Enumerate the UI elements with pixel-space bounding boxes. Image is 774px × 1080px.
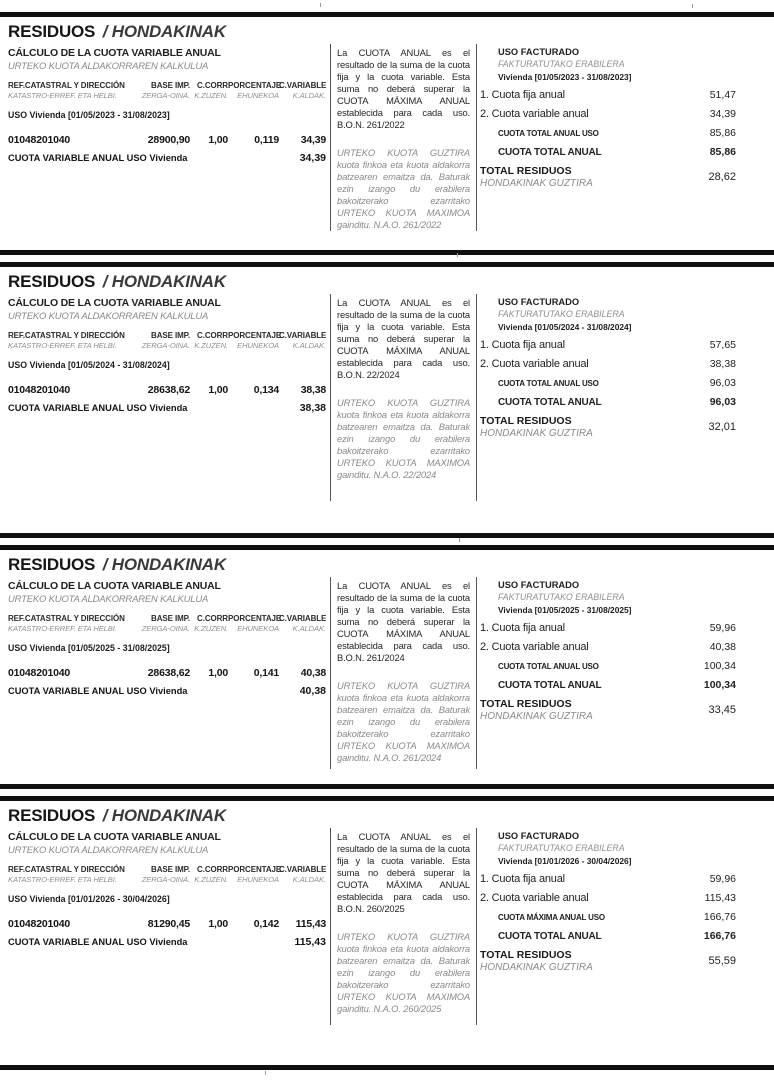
billing-total-residuos <box>480 699 736 722</box>
billing-header-es: USO FACTURADO <box>498 580 580 590</box>
separator-bar <box>0 784 774 789</box>
col-header-cvar: C.VARIABLE K.ALDAK. <box>279 614 327 633</box>
section-title-eu: / HONDAKINAK <box>102 22 226 41</box>
section-title-es: RESIDUOS <box>8 555 96 574</box>
separator-bar <box>0 533 774 538</box>
scan-artifact <box>320 3 321 7</box>
calc-total-label: CUOTA VARIABLE ANUAL USO Vivienda <box>8 403 188 414</box>
notice-es: La CUOTA ANUAL es el resultado de la suma de la cuota fija y la cuota variable. Esta suma no deberá superar la CUOTA MÁXIMA ANUAL establecida para cada uso. B.O.N. 260/2025 <box>337 831 470 915</box>
total-residuos-label-eu: HONDAKINAK GUZTIRA <box>480 710 593 722</box>
billing-line-total-anual: CUOTA TOTAL ANUAL 166,76 <box>498 930 736 942</box>
calc-total-value: 38,38 <box>299 402 326 415</box>
calc-total-label: CUOTA VARIABLE ANUAL USO Vivienda <box>8 686 188 697</box>
notice-eu: URTEKO KUOTA GUZTIRA kuota finkoa eta kuota aldakorra batzearen emaitza da. Baturak ezin izango du erabilera bakoitzerako ezarritako URTEKO KUOTA MAXIMOA gainditu. N.A.O. 260/2025 <box>337 931 470 1015</box>
col-header-ref: REF.CATASTRAL Y DIRECCIÓN KATASTRO-ERREF. ETA HELBI. <box>8 331 125 350</box>
billing-column <box>477 294 774 501</box>
calc-table <box>8 331 326 414</box>
col-header-ccorr: C.CORR K.ZUZEN. <box>194 81 228 100</box>
cell-base: 28900,90 <box>147 134 190 147</box>
section-title <box>8 555 774 575</box>
billing-header-es: USO FACTURADO <box>498 297 580 307</box>
uso-period-line: USO Vivienda [01/01/2026 - 30/04/2026] <box>8 894 170 905</box>
col-header-ref: REF.CATASTRAL Y DIRECCIÓN KATASTRO-ERREF. ETA HELBI. <box>8 614 125 633</box>
col-header-pct: PORCENTAJE EHUNEKOA <box>228 614 282 633</box>
billing-uso-line: Vivienda [01/01/2026 - 30/04/2026] <box>498 856 632 866</box>
calc-heading-eu: URTEKO KUOTA ALDAKORRAREN KALKULUA <box>8 845 209 856</box>
calc-heading-eu: URTEKO KUOTA ALDAKORRAREN KALKULUA <box>8 61 209 72</box>
cell-ccorr: 1,00 <box>208 134 228 147</box>
billing-uso-line: Vivienda [01/05/2024 - 31/08/2024] <box>498 322 632 332</box>
scan-artifact <box>457 253 458 257</box>
calc-total-value: 34,39 <box>299 152 326 165</box>
notice-es: La CUOTA ANUAL es el resultado de la suma de la cuota fija y la cuota variable. Esta suma no deberá superar la CUOTA MÁXIMA ANUAL establecida para cada uso. B.O.N. 22/2024 <box>337 297 470 381</box>
cell-base: 81290,45 <box>147 918 190 931</box>
billing-line-total-anual: CUOTA TOTAL ANUAL 100,34 <box>498 679 736 691</box>
col-header-base: BASE IMP. ZERGA-OINA. <box>141 81 190 100</box>
col-header-cvar: C.VARIABLE K.ALDAK. <box>279 331 327 350</box>
calc-heading-eu: URTEKO KUOTA ALDAKORRAREN KALKULUA <box>8 311 209 322</box>
notice-es: La CUOTA ANUAL es el resultado de la suma de la cuota fija y la cuota variable. Esta suma no deberá superar la CUOTA MÁXIMA ANUAL establecida para cada uso. B.O.N. 261/2024 <box>337 580 470 664</box>
billing-line-fija: 1. Cuota fija anual 59,96 <box>480 622 736 634</box>
cell-ref: 01048201040 <box>8 918 71 931</box>
uso-period-line: USO Vivienda [01/05/2024 - 31/08/2024] <box>8 360 170 371</box>
billing-line-maxima-uso: CUOTA MÁXIMA ANUAL USO 166,76 <box>498 911 736 923</box>
cell-cvar: 40,38 <box>300 667 326 680</box>
cell-ccorr: 1,00 <box>208 667 228 680</box>
total-residuos-label-eu: HONDAKINAK GUZTIRA <box>480 177 593 189</box>
calc-total-value: 115,43 <box>294 936 326 949</box>
separator-bar <box>0 796 774 801</box>
col-header-ref: REF.CATASTRAL Y DIRECCIÓN KATASTRO-ERREF. ETA HELBI. <box>8 865 125 884</box>
uso-period-line: USO Vivienda [01/05/2023 - 31/08/2023] <box>8 110 170 121</box>
billing-total-residuos <box>480 166 736 189</box>
billing-header-eu: FAKTURATUTAKO ERABILERA <box>498 592 625 602</box>
billing-header-eu: FAKTURATUTAKO ERABILERA <box>498 843 625 853</box>
total-residuos-label-eu: HONDAKINAK GUZTIRA <box>480 961 593 973</box>
billing-line-fija: 1. Cuota fija anual 51,47 <box>480 89 736 101</box>
total-residuos-label-es: TOTAL RESIDUOS <box>480 165 572 177</box>
calc-total-value: 40,38 <box>299 685 326 698</box>
section-title-eu: / HONDAKINAK <box>102 272 226 291</box>
calc-total-label: CUOTA VARIABLE ANUAL USO Vivienda <box>8 153 188 164</box>
billing-line-total-uso: CUOTA TOTAL ANUAL USO 96,03 <box>498 377 736 389</box>
cell-pct: 0,142 <box>253 918 279 931</box>
separator-bar <box>0 12 774 17</box>
notice-column <box>330 828 477 1025</box>
residuos-section-2 <box>0 262 774 538</box>
section-title <box>8 806 774 826</box>
billing-uso-line: Vivienda [01/05/2025 - 31/08/2025] <box>498 605 632 615</box>
calc-heading-eu: URTEKO KUOTA ALDAKORRAREN KALKULUA <box>8 594 209 605</box>
notice-column <box>330 294 477 501</box>
billing-header-eu: FAKTURATUTAKO ERABILERA <box>498 309 625 319</box>
total-residuos-value: 55,59 <box>708 955 736 968</box>
col-header-base: BASE IMP. ZERGA-OINA. <box>141 331 190 350</box>
col-header-cvar: C.VARIABLE K.ALDAK. <box>279 865 327 884</box>
billing-line-total-uso: CUOTA TOTAL ANUAL USO 85,86 <box>498 127 736 139</box>
cell-base: 28638,62 <box>147 384 190 397</box>
col-header-cvar: C.VARIABLE K.ALDAK. <box>279 81 327 100</box>
col-header-ccorr: C.CORR K.ZUZEN. <box>194 331 228 350</box>
billing-line-variable: 2. Cuota variable anual 34,39 <box>480 108 736 120</box>
billing-column <box>477 577 774 769</box>
notice-column <box>330 44 477 231</box>
billing-total-residuos <box>480 416 736 439</box>
section-content <box>0 577 774 769</box>
section-title <box>8 22 774 42</box>
section-title-es: RESIDUOS <box>8 806 96 825</box>
cell-cvar: 38,38 <box>300 384 326 397</box>
section-content <box>0 44 774 231</box>
notice-eu: URTEKO KUOTA GUZTIRA kuota finkoa eta kuota aldakorra batzearen emaitza da. Baturak ezin izango du erabilera bakoitzerako ezarritako URTEKO KUOTA MAXIMOA gainditu. N.A.O. 261/2022 <box>337 147 470 231</box>
notice-es: La CUOTA ANUAL es el resultado de la suma de la cuota fija y la cuota variable. Esta suma no deberá superar la CUOTA MÁXIMA ANUAL establecida para cada uso. B.O.N. 261/2022 <box>337 47 470 131</box>
separator-bar <box>0 262 774 267</box>
billing-header-es: USO FACTURADO <box>498 831 580 841</box>
cell-ref: 01048201040 <box>8 667 71 680</box>
calc-column <box>0 44 330 231</box>
cell-ref: 01048201040 <box>8 134 71 147</box>
billing-line-total-anual: CUOTA TOTAL ANUAL 96,03 <box>498 396 736 408</box>
cell-pct: 0,141 <box>253 667 279 680</box>
billing-column <box>477 44 774 231</box>
calc-heading-es: CÁLCULO DE LA CUOTA VARIABLE ANUAL <box>8 47 221 59</box>
calc-column <box>0 577 330 769</box>
scan-artifact <box>692 4 693 8</box>
col-header-base: BASE IMP. ZERGA-OINA. <box>141 614 190 633</box>
section-title-eu: / HONDAKINAK <box>102 555 226 574</box>
separator-bar <box>0 250 774 255</box>
col-header-ccorr: C.CORR K.ZUZEN. <box>194 865 228 884</box>
section-content <box>0 828 774 1025</box>
calc-table <box>8 81 326 164</box>
total-residuos-label-es: TOTAL RESIDUOS <box>480 415 572 427</box>
col-header-pct: PORCENTAJE EHUNEKOA <box>228 81 282 100</box>
billing-column <box>477 828 774 1025</box>
billing-line-variable: 2. Cuota variable anual 115,43 <box>480 892 736 904</box>
notice-eu: URTEKO KUOTA GUZTIRA kuota finkoa eta kuota aldakorra batzearen emaitza da. Baturak ezin izango du erabilera bakoitzerako ezarritako URTEKO KUOTA MAXIMOA gainditu. N.A.O. 22/2024 <box>337 397 470 481</box>
billing-header-es: USO FACTURADO <box>498 47 580 57</box>
section-title-eu: / HONDAKINAK <box>102 806 226 825</box>
col-header-ref: REF.CATASTRAL Y DIRECCIÓN KATASTRO-ERREF. ETA HELBI. <box>8 81 125 100</box>
calc-table <box>8 865 326 948</box>
residuos-section-4 <box>0 796 774 1070</box>
section-title-es: RESIDUOS <box>8 22 96 41</box>
billing-line-variable: 2. Cuota variable anual 38,38 <box>480 358 736 370</box>
cell-pct: 0,134 <box>253 384 279 397</box>
scan-artifact <box>459 538 460 542</box>
total-residuos-value: 32,01 <box>708 421 736 434</box>
section-content <box>0 294 774 501</box>
cell-cvar: 34,39 <box>300 134 326 147</box>
residuos-section-3 <box>0 545 774 789</box>
scan-artifact <box>265 1071 266 1075</box>
notice-eu: URTEKO KUOTA GUZTIRA kuota finkoa eta kuota aldakorra batzearen emaitza da. Baturak ezin izango du erabilera bakoitzerako ezarritako URTEKO KUOTA MAXIMOA gainditu. N.A.O. 261/2024 <box>337 680 470 764</box>
calc-total-label: CUOTA VARIABLE ANUAL USO Vivienda <box>8 937 188 948</box>
col-header-base: BASE IMP. ZERGA-OINA. <box>141 865 190 884</box>
billing-uso-line: Vivienda [01/05/2023 - 31/08/2023] <box>498 72 632 82</box>
notice-column <box>330 577 477 769</box>
col-header-pct: PORCENTAJE EHUNEKOA <box>228 865 282 884</box>
billing-line-total-anual: CUOTA TOTAL ANUAL 85,86 <box>498 146 736 158</box>
billing-header-eu: FAKTURATUTAKO ERABILERA <box>498 59 625 69</box>
total-residuos-label-es: TOTAL RESIDUOS <box>480 698 572 710</box>
uso-period-line: USO Vivienda [01/05/2025 - 31/08/2025] <box>8 643 170 654</box>
billing-total-residuos <box>480 950 736 973</box>
billing-line-fija: 1. Cuota fija anual 59,96 <box>480 873 736 885</box>
section-title-es: RESIDUOS <box>8 272 96 291</box>
total-residuos-label-eu: HONDAKINAK GUZTIRA <box>480 427 593 439</box>
col-header-pct: PORCENTAJE EHUNEKOA <box>228 331 282 350</box>
total-residuos-value: 28,62 <box>708 171 736 184</box>
separator-bar <box>0 1065 774 1070</box>
separator-bar <box>0 545 774 550</box>
calc-heading-es: CÁLCULO DE LA CUOTA VARIABLE ANUAL <box>8 580 221 592</box>
billing-line-total-uso: CUOTA TOTAL ANUAL USO 100,34 <box>498 660 736 672</box>
cell-cvar: 115,43 <box>295 918 326 931</box>
total-residuos-label-es: TOTAL RESIDUOS <box>480 949 572 961</box>
cell-pct: 0,119 <box>254 134 279 147</box>
col-header-ccorr: C.CORR K.ZUZEN. <box>194 614 228 633</box>
cell-base: 28638,62 <box>147 667 190 680</box>
calc-column <box>0 828 330 1025</box>
cell-ccorr: 1,00 <box>208 918 228 931</box>
total-residuos-value: 33,45 <box>708 704 736 717</box>
cell-ccorr: 1,00 <box>208 384 228 397</box>
calc-table <box>8 614 326 697</box>
residuos-section-1 <box>0 12 774 255</box>
section-title <box>8 272 774 292</box>
cell-ref: 01048201040 <box>8 384 71 397</box>
calc-heading-es: CÁLCULO DE LA CUOTA VARIABLE ANUAL <box>8 297 221 309</box>
billing-line-variable: 2. Cuota variable anual 40,38 <box>480 641 736 653</box>
billing-line-fija: 1. Cuota fija anual 57,65 <box>480 339 736 351</box>
calc-heading-es: CÁLCULO DE LA CUOTA VARIABLE ANUAL <box>8 831 221 843</box>
calc-column <box>0 294 330 501</box>
